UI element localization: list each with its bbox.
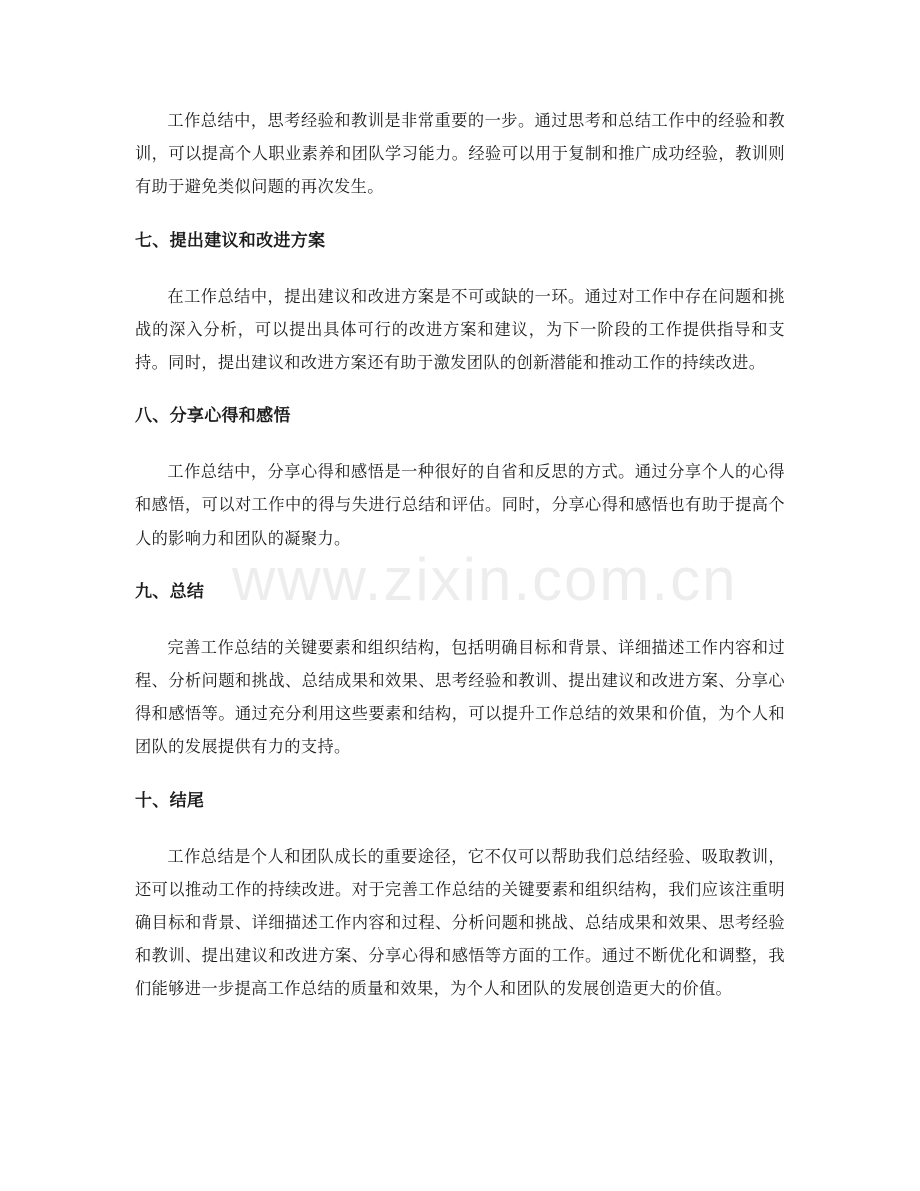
section-paragraph-7: 在工作总结中，提出建议和改进方案是不可或缺的一环。通过对工作中存在问题和挑战的深入分析，可以提出具体可行的改进方案和建议，为下一阶段的工作提供指导和支持。同时，提出建议和改进方案还有助于激发团队的创新潜能和推动工作的持续改进。 [135,286,785,373]
section-paragraph-8: 工作总结中，分享心得和感悟是一种很好的自省和反思的方式。通过分享个人的心得和感悟，可以对工作中的得与失进行总结和评估。同时，分享心得和感悟也有助于提高个人的影响力和团队的凝聚力。 [135,462,785,548]
intro-paragraph: 工作总结中，思考经验和教训是非常重要的一步。通过思考和总结工作中的经验和教训，可以提高个人职业素养和团队学习能力。经验可以用于复制和推广成功经验，教训则有助于避免类似问题的再次发生。 [135,111,785,197]
spacer [135,254,785,280]
spacer [135,379,785,403]
spacer [135,204,785,228]
section-heading-8: 八、分享心得和感悟 [135,406,291,427]
section-paragraph-10: 工作总结是个人和团队成长的重要途径，它不仅可以帮助我们总结经验、吸取教训，还可以推动工作的持续改进。对于完善工作总结的关键要素和组织结构，我们应该注重明确目标和背景、详细描述工作内容和过程、分析问题和挑战、总结成果和效果、思考经验和教训、提出建议和改进方案、分享心得和感悟等方面的工作。通过不断优化和调整，我们能够进一步提高工作总结的质量和效果，为个人和团队的发展创造更大的价值。 [135,846,785,999]
spacer [135,429,785,455]
section-paragraph-9: 完善工作总结的关键要素和组织结构，包括明确目标和背景、详细描述工作内容和过程、分析问题和挑战、总结成果和效果、思考经验和教训、提出建议和改进方案、分享心得和感悟等。通过充分利用这些要素和结构，可以提升工作总结的效果和价值，为个人和团队的发展提供有力的支持。 [135,637,785,757]
spacer [135,605,785,631]
spacer [135,555,785,579]
section-heading-9: 九、总结 [135,581,205,602]
watermark-text: www.zixin.com.cn [232,546,738,613]
section-heading-10: 十、结尾 [135,790,205,811]
spacer [135,764,785,788]
document-body [135,104,785,1006]
spacer [135,814,785,840]
section-heading-7: 七、提出建议和改进方案 [135,230,326,251]
